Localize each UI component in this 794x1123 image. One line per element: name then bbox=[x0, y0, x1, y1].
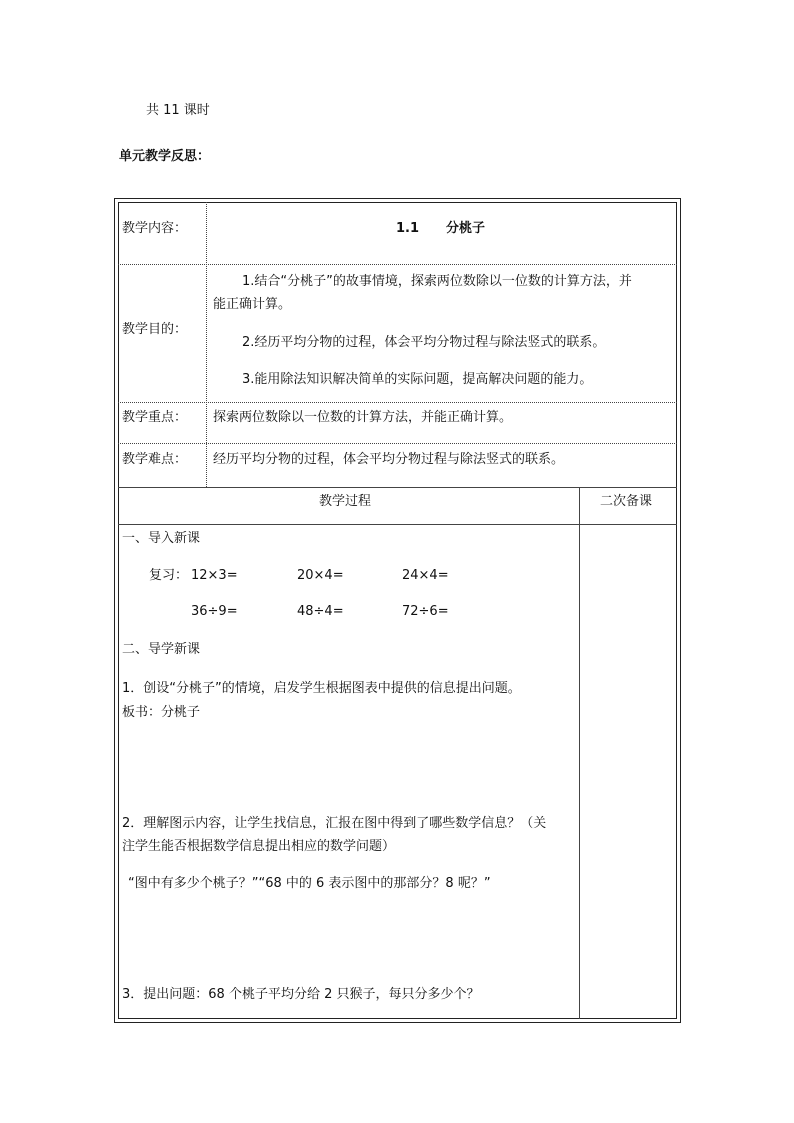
board-note: 板书：分桃子 bbox=[122, 705, 201, 720]
row-divider bbox=[118, 264, 677, 265]
process-header: 教学过程 bbox=[319, 494, 372, 509]
review-item: 20×4= bbox=[297, 568, 344, 583]
unit-reflection-heading: 单元教学反思： bbox=[119, 149, 211, 164]
objective-line: 2.经历平均分物的过程，体会平均分物过程与除法竖式的联系。 bbox=[242, 335, 606, 350]
review-item: 48÷4= bbox=[297, 604, 344, 619]
process-step: 1．创设“分桃子”的情境，启发学生根据图表中提供的信息提出问题。 bbox=[122, 681, 521, 696]
lesson-number: 1.1 bbox=[396, 221, 420, 236]
key-point-label: 教学重点： bbox=[122, 410, 188, 425]
process-step: 注学生能否根据数学信息提出相应的数学问题） bbox=[122, 839, 396, 854]
process-quote: “图中有多少个桃子？”“68 中的 6 表示图中的那部分？8 呢？” bbox=[128, 876, 491, 891]
objectives-label: 教学目的： bbox=[122, 322, 188, 337]
row-divider bbox=[118, 487, 677, 488]
key-point-text: 探索两位数除以一位数的计算方法，并能正确计算。 bbox=[213, 410, 513, 425]
objective-line: 1.结合“分桃子”的故事情境，探索两位数除以一位数的计算方法，并 bbox=[242, 274, 632, 289]
notes-header: 二次备课 bbox=[600, 494, 653, 509]
row-divider bbox=[118, 402, 677, 403]
objective-line: 3.能用除法知识解决简单的实际问题，提高解决问题的能力。 bbox=[242, 372, 593, 387]
row-divider bbox=[118, 443, 677, 444]
label-column-divider bbox=[206, 202, 207, 487]
objective-line: 能正确计算。 bbox=[213, 297, 292, 312]
review-item: 36÷9= bbox=[191, 604, 238, 619]
total-lessons: 共 11 课时 bbox=[146, 103, 210, 118]
notes-column-divider bbox=[579, 487, 580, 1019]
difficulty-label: 教学难点： bbox=[122, 452, 188, 467]
content-label: 教学内容： bbox=[122, 221, 188, 236]
difficulty-text: 经历平均分物的过程，体会平均分物过程与除法竖式的联系。 bbox=[213, 452, 565, 467]
process-step: 3．提出问题：68 个桃子平均分给 2 只猴子，每只分多少个？ bbox=[122, 987, 480, 1002]
row-divider bbox=[118, 524, 677, 525]
review-label: 复习： bbox=[149, 568, 189, 583]
review-item: 12×3= bbox=[191, 568, 238, 583]
review-item: 24×4= bbox=[402, 568, 449, 583]
lesson-title: 分桃子 bbox=[446, 221, 486, 236]
review-item: 72÷6= bbox=[402, 604, 449, 619]
process-step: 2．理解图示内容，让学生找信息，汇报在图中得到了哪些数学信息？（关 bbox=[122, 816, 547, 831]
section-title: 一、导入新课 bbox=[122, 531, 201, 546]
section-title: 二、导学新课 bbox=[122, 642, 201, 657]
